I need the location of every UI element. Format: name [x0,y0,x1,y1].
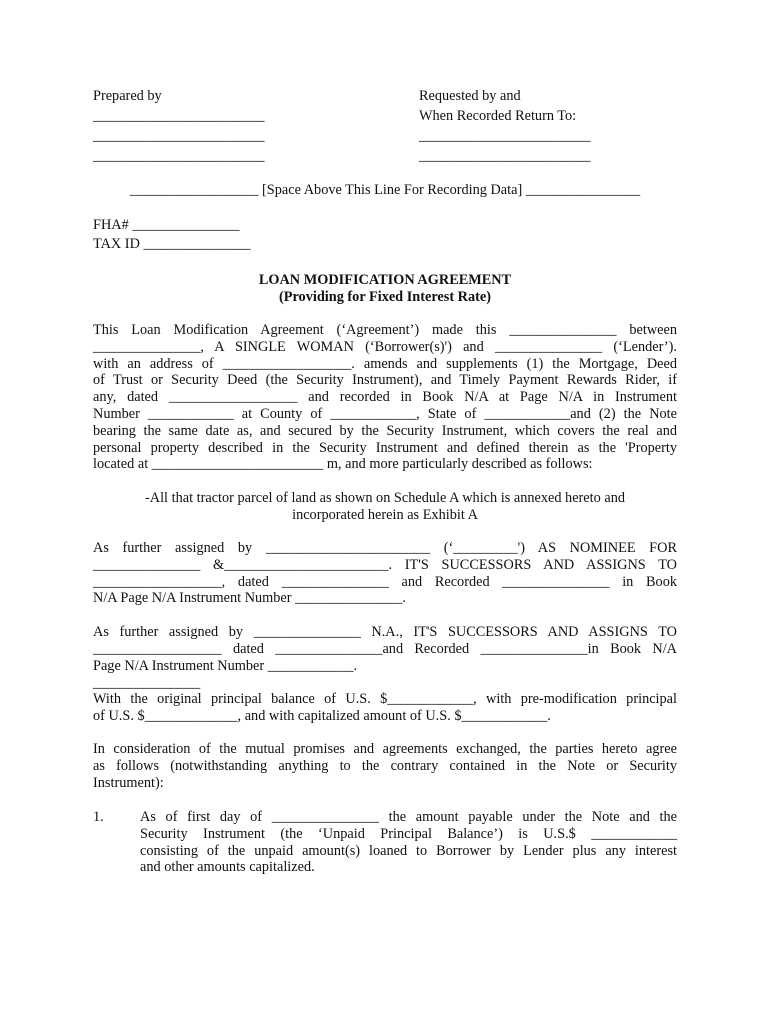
assignment-paragraph-1 [93,540,677,607]
agreement-paragraph [93,322,677,473]
paragraph-line: As further assigned by _______________________ (‘_________') AS NOMINEE FOR [93,540,677,556]
document-title: LOAN MODIFICATION AGREEMENT [258,272,512,288]
separator-blank: _______________ [93,675,201,691]
paragraph-line: of U.S. $_____________, and with capitalized amount of U.S. $____________. [93,707,551,724]
legal-description-line: incorporated herein as Exhibit A [292,507,478,523]
paragraph-line: _______________, A SINGLE WOMAN (‘Borrower(s)') and _______________ (‘Lender’). [93,338,677,355]
paragraph-line: __________________, dated _______________ and Recorded _______________ in Book [93,573,677,590]
paragraph-line: Security Instrument (the ‘Unpaid Principal Balance’) is U.S.$ ____________ [140,825,677,842]
item-1-text [140,809,677,876]
paragraph-line: located at ________________________ m, and more particularly described as follows: [93,456,593,473]
paragraph-line: and other amounts capitalized. [140,859,315,876]
paragraph-line: of Trust or Security Deed (the Security Instrument), and Timely Payment Rewards Rider, if [93,372,677,389]
return-to-blank-2: ________________________ [419,148,591,164]
prepared-by-blank-3: ________________________ [93,148,265,164]
paragraph-line: as follows (notwithstanding anything to the contrary contained in the Note or Security [93,757,677,774]
return-to-blank-1: ________________________ [419,128,591,144]
paragraph-line: with an address of __________________. amends and supplements (1) the Mortgage, Deed [93,355,677,372]
paragraph-line: This Loan Modification Agreement (‘Agreement’) made this _______________ between [93,322,677,338]
requested-by-label: Requested by and [419,88,521,104]
paragraph-line: As of first day of _______________ the amount payable under the Note and the [140,809,677,825]
paragraph-line: Page N/A Instrument Number ____________. [93,657,358,674]
paragraph-line: _______________ &_______________________. IT'S SUCCESSORS AND ASSIGNS TO [93,556,677,573]
principal-balance-paragraph [93,691,677,725]
legal-description-line: -All that tractor parcel of land as shown on Schedule A which is annexed hereto and [145,490,625,506]
fha-number: FHA# _______________ [93,217,240,233]
paragraph-line: any, dated __________________ and recorded in Book N/A at Page N/A in Instrument [93,389,677,406]
prepared-by-label: Prepared by [93,88,162,104]
prepared-by-blank-1: ________________________ [93,108,265,124]
paragraph-line: consisting of the unpaid amount(s) loaned to Borrower by Lender plus any interest [140,842,677,859]
recording-data-line: __________________ [Space Above This Line For Recording Data] ________________ [129,182,641,198]
tax-id: TAX ID _______________ [93,236,251,252]
paragraph-line: N/A Page N/A Instrument Number _______________. [93,590,406,607]
paragraph-line: bearing the same date as, and secured by the Security Instrument, which covers the real and [93,422,677,439]
return-to-label: When Recorded Return To: [419,108,577,124]
paragraph-line: As further assigned by _______________ N.A., IT'S SUCCESSORS AND ASSIGNS TO [93,624,677,640]
paragraph-line: In consideration of the mutual promises and agreements exchanged, the parties hereto agree [93,741,677,757]
document-subtitle: (Providing for Fixed Interest Rate) [278,289,492,305]
consideration-paragraph [93,741,677,791]
assignment-paragraph-2 [93,624,677,674]
paragraph-line: personal property described in the Security Instrument and defined therein as the 'Property [93,439,677,456]
paragraph-line: Instrument): [93,774,164,791]
paragraph-line: __________________ dated _______________and Recorded _______________in Book N/A [93,640,677,657]
prepared-by-blank-2: ________________________ [93,128,265,144]
paragraph-line: Number ____________ at County of ____________, State of ____________and (2) the Note [93,405,677,422]
paragraph-line: With the original principal balance of U.S. $____________, with pre-modification principal [93,691,677,707]
item-number: 1. [93,809,104,825]
